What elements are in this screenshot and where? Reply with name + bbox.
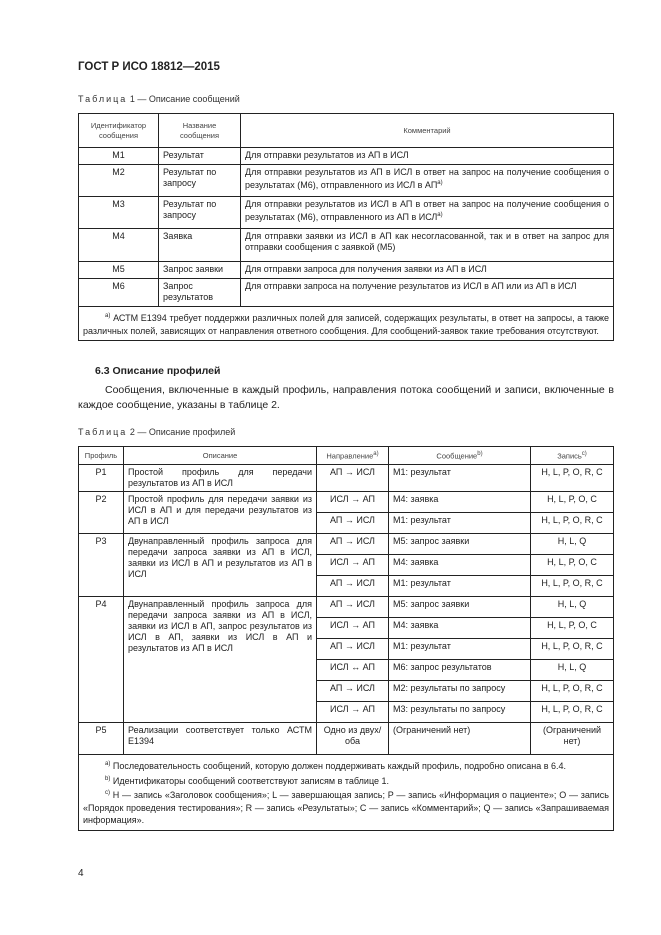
header-label: Направление — [326, 451, 374, 461]
table-footnote-row — [79, 755, 614, 831]
message-name-cell: Результат по запросу — [159, 197, 241, 229]
message-id-cell: M6 — [79, 279, 159, 307]
column-header: Профиль — [79, 447, 124, 465]
message-name-cell: Запрос результатов — [159, 279, 241, 307]
message-cell: M4: заявка — [389, 492, 531, 513]
message-id-cell: M3 — [79, 197, 159, 229]
column-header: Описание — [124, 447, 317, 465]
message-cell: M1: результат — [389, 639, 531, 660]
records-cell: H, L, P, O, R, C — [531, 465, 614, 492]
caption-prefix: Таблица — [78, 94, 128, 104]
footnote-mark: a) — [437, 180, 443, 186]
footnote-text: Идентификаторы сообщений соответствуют записям в таблице 1. — [112, 775, 390, 786]
message-cell: M3: результаты по запросу — [389, 702, 531, 723]
table1-caption — [78, 94, 240, 104]
direction-cell: АП → ИСЛ — [317, 597, 389, 618]
message-id-cell: M1 — [79, 148, 159, 165]
header-label: Запись — [557, 451, 582, 461]
direction-cell: АП → ИСЛ — [317, 576, 389, 597]
table-row — [79, 492, 614, 513]
records-cell: H, L, Q — [531, 534, 614, 555]
records-cell: H, L, P, O, R, C — [531, 702, 614, 723]
direction-cell: ИСЛ → АП — [317, 555, 389, 576]
table-row — [79, 534, 614, 555]
page-number: 4 — [78, 868, 84, 879]
message-cell: M6: запрос результатов — [389, 660, 531, 681]
indent — [83, 761, 105, 771]
indent — [83, 790, 105, 800]
comment-cell — [241, 279, 614, 307]
direction-cell: Одно из двух/ оба — [317, 723, 389, 755]
comment-cell — [241, 262, 614, 279]
footnote-mark: b) — [477, 451, 483, 457]
profiles-table — [78, 446, 614, 831]
profile-description-cell: Двунаправленный профиль запроса для передачи запроса заявки из АП в ИСЛ, заявки из ИСЛ в АП и результатов из АП в ИСЛ — [124, 534, 317, 597]
column-header — [531, 447, 614, 465]
profile-id-cell: P2 — [79, 492, 124, 534]
comment-cell — [241, 165, 614, 197]
message-id-cell: M5 — [79, 262, 159, 279]
comment-text: Для отправки результатов из ИСЛ в АП в ответ на запрос на получение сообщения о результатах (M6), отправленного из АП в ИСЛ — [245, 199, 609, 222]
footnote-mark: a) — [437, 212, 443, 218]
message-cell: M1: результат — [389, 576, 531, 597]
column-header — [389, 447, 531, 465]
direction-cell: ИСЛ → АП — [317, 492, 389, 513]
table-header-row — [79, 114, 614, 148]
comment-cell — [241, 197, 614, 229]
messages-table — [78, 113, 614, 341]
indent — [83, 776, 105, 786]
footnote-mark: b) — [105, 775, 111, 782]
table2-caption — [78, 427, 235, 437]
records-cell: H, L, Q — [531, 660, 614, 681]
direction-cell: АП → ИСЛ — [317, 513, 389, 534]
records-cell: H, L, P, O, R, C — [531, 639, 614, 660]
comment-cell — [241, 148, 614, 165]
records-cell: H, L, P, O, R, C — [531, 513, 614, 534]
table-row — [79, 197, 614, 229]
message-name-cell: Результат — [159, 148, 241, 165]
profile-description-cell: Двунаправленный профиль запроса для передачи запроса заявки из АП в ИСЛ, заявки из ИСЛ в АП, запрос результатов из ИСЛ в АП, заявки из ИСЛ в АП и результатов из АП в ИСЛ — [124, 597, 317, 723]
message-cell: M2: результаты по запросу — [389, 681, 531, 702]
records-cell: H, L, P, O, C — [531, 618, 614, 639]
footnote — [83, 787, 609, 827]
profile-id-cell: P3 — [79, 534, 124, 597]
table-row — [79, 597, 614, 618]
message-id-cell: M4 — [79, 229, 159, 262]
table-footnote — [79, 307, 614, 341]
table-row — [79, 262, 614, 279]
direction-cell: ИСЛ ↔ АП — [317, 660, 389, 681]
profile-id-cell: P1 — [79, 465, 124, 492]
column-header — [317, 447, 389, 465]
caption-prefix: Таблица — [78, 427, 128, 437]
message-cell: (Ограничений нет) — [389, 723, 531, 755]
caption-text: 2 — Описание профилей — [129, 427, 236, 437]
column-header: Идентификатор сообщения — [79, 114, 159, 148]
footnote-mark: a) — [105, 313, 111, 319]
column-header: Название сообщения — [159, 114, 241, 148]
footnote — [83, 758, 609, 773]
message-cell: M4: заявка — [389, 618, 531, 639]
table-row — [79, 165, 614, 197]
message-id-cell: M2 — [79, 165, 159, 197]
message-cell: M5: запрос заявки — [389, 597, 531, 618]
profile-description-cell: Реализации соответствует только АСТМ Е1394 — [124, 723, 317, 755]
message-name-cell: Запрос заявки — [159, 262, 241, 279]
section-paragraph: Сообщения, включенные в каждый профиль, направления потока сообщений и записи, включенные в каждое сообщение, указаны в таблице 2. — [78, 384, 614, 411]
message-cell: M4: заявка — [389, 555, 531, 576]
profile-description-cell: Простой профиль для передачи результатов из АП в ИСЛ — [124, 465, 317, 492]
records-cell: (Ограничений нет) — [531, 723, 614, 755]
direction-cell: ИСЛ → АП — [317, 618, 389, 639]
table-header-row — [79, 447, 614, 465]
comment-text: Для отправки заявки из ИСЛ в АП как несогласованной, так и в ответ на запрос для отправки сообщения с заявкой (M5) — [245, 231, 609, 252]
comment-cell — [241, 229, 614, 262]
message-cell: M1: результат — [389, 465, 531, 492]
direction-cell: АП → ИСЛ — [317, 639, 389, 660]
header-label: Сообщение — [436, 451, 478, 461]
message-name-cell: Заявка — [159, 229, 241, 262]
direction-cell: АП → ИСЛ — [317, 465, 389, 492]
footnote-mark: a) — [373, 451, 379, 457]
profile-id-cell: P4 — [79, 597, 124, 723]
records-cell: H, L, P, O, R, C — [531, 576, 614, 597]
footnote-text: Последовательность сообщений, которую должен поддерживать каждый профиль, подробно описана в 6.4. — [112, 761, 566, 771]
footnote-mark: c) — [105, 790, 110, 796]
message-cell: M1: результат — [389, 513, 531, 534]
message-name-cell: Результат по запросу — [159, 165, 241, 197]
table-footnotes — [79, 755, 614, 831]
records-cell: H, L, P, O, C — [531, 492, 614, 513]
document-header: ГОСТ Р ИСО 18812—2015 — [78, 61, 220, 73]
table-row — [79, 465, 614, 492]
direction-cell: ИСЛ → АП — [317, 702, 389, 723]
records-cell: H, L, P, O, R, C — [531, 681, 614, 702]
profile-id-cell: P5 — [79, 723, 124, 755]
table-row — [79, 148, 614, 165]
footnote-mark: a) — [105, 761, 111, 767]
footnote — [83, 773, 609, 788]
column-header: Комментарий — [241, 114, 614, 148]
comment-text: Для отправки запроса для получения заявки из АП в ИСЛ — [245, 264, 487, 274]
footnote-mark: c) — [581, 451, 587, 457]
profile-description-cell: Простой профиль для передачи заявки из ИСЛ в АП и для передачи результатов из АП в ИСЛ — [124, 492, 317, 534]
footnote-text: АСТМ Е1394 требует поддержки различных полей для записей, содержащих результаты, в ответ на запросы, а также различных полей, зависящих от направления ответного сообщения. Для сообщений-заявок такие требования отсутствуют. — [83, 313, 609, 336]
comment-text: Для отправки результатов из АП в ИСЛ в ответ на запрос на получение сообщения о результатах (M6), отправленного из ИСЛ в АП — [245, 167, 609, 190]
table-row — [79, 723, 614, 755]
footnote-text: H — запись «Заголовок сообщения»; L — завершающая запись; P — запись «Информация о пациенте»; O — запись «Порядок проведения тестирования»; R — запись «Результаты»; C — запись «Комментарий»; Q — запись «Запрашиваемая информация». — [83, 790, 609, 825]
table-footnote-row — [79, 307, 614, 341]
records-cell: H, L, Q — [531, 597, 614, 618]
direction-cell: АП → ИСЛ — [317, 681, 389, 702]
direction-cell: АП → ИСЛ — [317, 534, 389, 555]
comment-text: Для отправки запроса на получение результатов из ИСЛ в АП или из АП в ИСЛ — [245, 281, 577, 291]
message-cell: M5: запрос заявки — [389, 534, 531, 555]
records-cell: H, L, P, O, C — [531, 555, 614, 576]
section-title: 6.3 Описание профилей — [95, 365, 221, 377]
table-row — [79, 279, 614, 307]
comment-text: Для отправки результатов из АП в ИСЛ — [245, 150, 409, 160]
caption-text: 1 — Описание сообщений — [129, 94, 240, 104]
table-row — [79, 229, 614, 262]
